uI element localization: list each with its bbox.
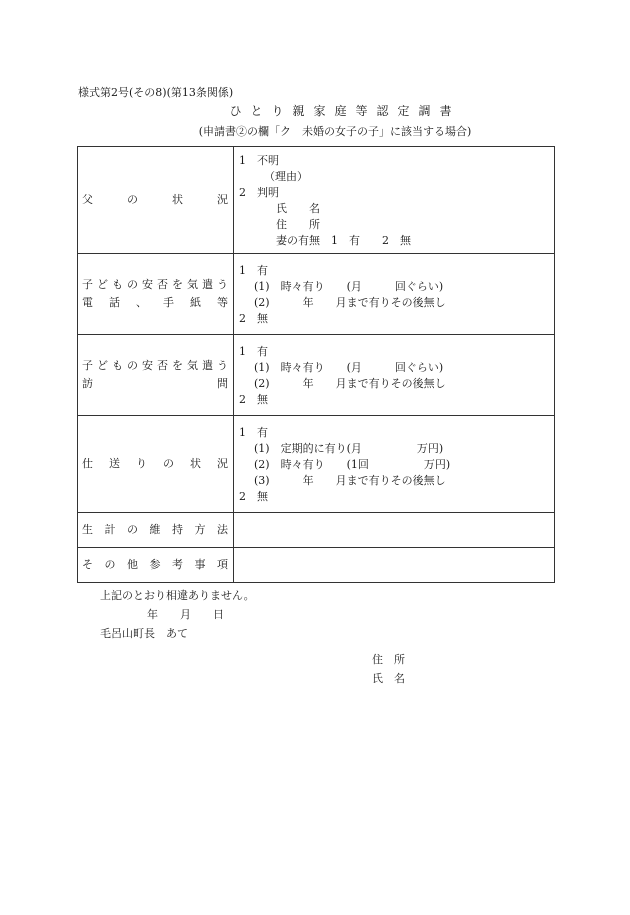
father-line-1: 1 不明 bbox=[239, 154, 279, 167]
date-line: 年 月 日 bbox=[147, 608, 224, 621]
father-line-3: 2 判明 bbox=[239, 186, 279, 199]
visit-label-char: 否 bbox=[157, 359, 168, 372]
phone-line-2: (1) 時々有り (月 回ぐらい) bbox=[254, 280, 444, 293]
visit-label-char: 安 bbox=[142, 359, 153, 372]
cell-other bbox=[234, 548, 555, 583]
livelihood-label-char: の bbox=[127, 523, 138, 536]
phone-label-char: 紙 bbox=[190, 296, 201, 309]
form-number: 様式第2号(その8)(第13条関係) bbox=[78, 86, 234, 99]
remittance-label-char: 送 bbox=[109, 457, 120, 470]
livelihood-label-char: 生 bbox=[82, 523, 93, 536]
phone-label-char: の bbox=[127, 278, 138, 291]
cell-phone-letter bbox=[234, 254, 555, 335]
livelihood-label-char: 法 bbox=[217, 523, 228, 536]
remittance-line-4: (3) 年 月まで有りその後無し bbox=[254, 474, 446, 487]
phone-label-char: 否 bbox=[157, 278, 168, 291]
label-phone-letter bbox=[78, 254, 234, 335]
livelihood-label-char: 方 bbox=[194, 523, 206, 536]
document-title: ひとり親家庭等認定調書 bbox=[229, 104, 461, 118]
visit-line-4: 2 無 bbox=[239, 393, 268, 406]
label-remittance bbox=[78, 416, 234, 513]
father-line-2: （理由） bbox=[264, 170, 308, 183]
document-subtitle: (申請書②の欄「ク 未婚の女子の子」に該当する場合) bbox=[198, 125, 472, 138]
row-phone-letter bbox=[78, 254, 555, 335]
other-label-char: 項 bbox=[217, 558, 228, 571]
phone-label-char: ど bbox=[97, 278, 108, 291]
visit-line-1: 1 有 bbox=[239, 345, 268, 358]
row-visit bbox=[78, 335, 555, 416]
cell-father-status bbox=[234, 147, 555, 254]
cell-livelihood bbox=[234, 513, 555, 548]
phone-label-char: 遣 bbox=[202, 278, 213, 291]
phone-label-char: 子 bbox=[82, 278, 93, 291]
phone-label-char: 等 bbox=[217, 296, 228, 309]
remittance-label-char: 状 bbox=[190, 457, 201, 470]
father-label-char: の bbox=[127, 193, 138, 206]
phone-line-1: 1 有 bbox=[239, 264, 268, 277]
remittance-line-5: 2 無 bbox=[239, 490, 268, 503]
livelihood-label-char: 計 bbox=[104, 523, 116, 536]
phone-line-4: 2 無 bbox=[239, 312, 268, 325]
remittance-line-2: (1) 定期的に有り(月 万円) bbox=[254, 442, 444, 455]
phone-label-char: も bbox=[112, 278, 123, 291]
phone-label-char: 電 bbox=[82, 296, 93, 309]
visit-label-left: 訪 bbox=[82, 377, 93, 390]
phone-label-char: 気 bbox=[187, 278, 198, 291]
name-label: 氏 名 bbox=[372, 672, 405, 685]
father-line-5: 住 所 bbox=[276, 218, 320, 231]
father-label-char: 状 bbox=[172, 193, 183, 206]
other-label-char: 事 bbox=[194, 558, 206, 571]
other-label-char: 考 bbox=[172, 558, 183, 571]
livelihood-label-char: 維 bbox=[149, 523, 161, 536]
label-father-status bbox=[78, 147, 234, 254]
phone-label-char: 安 bbox=[142, 278, 153, 291]
other-label-char: の bbox=[104, 558, 116, 571]
row-remittance bbox=[78, 416, 555, 513]
phone-label-char: 、 bbox=[136, 296, 147, 309]
label-other bbox=[78, 548, 234, 583]
declaration-text: 上記のとおり相違ありません。 bbox=[100, 589, 255, 602]
remittance-label-char: の bbox=[163, 457, 174, 470]
remittance-label-char: 況 bbox=[217, 457, 228, 470]
livelihood-label-char: 持 bbox=[172, 523, 183, 536]
visit-label-char: 子 bbox=[82, 359, 93, 372]
father-label-char: 父 bbox=[82, 193, 93, 206]
remittance-label-char: り bbox=[136, 457, 147, 470]
visit-label-char: ど bbox=[97, 359, 108, 372]
remittance-line-1: 1 有 bbox=[239, 426, 268, 439]
visit-line-3: (2) 年 月まで有りその後無し bbox=[254, 377, 446, 390]
visit-label-right: 問 bbox=[217, 377, 228, 390]
cell-remittance bbox=[234, 416, 555, 513]
father-label-char: 況 bbox=[217, 193, 228, 206]
phone-label-char: 手 bbox=[163, 296, 174, 309]
row-livelihood bbox=[78, 513, 555, 548]
visit-label-char: 気 bbox=[187, 359, 198, 372]
phone-label-char: を bbox=[172, 278, 183, 291]
remittance-label-char: 仕 bbox=[82, 457, 93, 470]
visit-line-2: (1) 時々有り (月 回ぐらい) bbox=[254, 361, 444, 374]
visit-label-char: を bbox=[172, 359, 183, 372]
row-other bbox=[78, 548, 555, 583]
visit-label-char: 遣 bbox=[202, 359, 213, 372]
other-label-char: 参 bbox=[149, 558, 161, 571]
phone-label-char: う bbox=[217, 278, 228, 291]
other-label-char: そ bbox=[82, 558, 93, 571]
row-father-status bbox=[78, 147, 555, 254]
label-livelihood bbox=[78, 513, 234, 548]
cell-visit bbox=[234, 335, 555, 416]
label-visit bbox=[78, 335, 234, 416]
visit-label-char: も bbox=[112, 359, 123, 372]
father-line-4: 氏 名 bbox=[276, 202, 320, 215]
other-label-char: 他 bbox=[127, 558, 138, 571]
addressee: 毛呂山町長 あて bbox=[100, 627, 188, 640]
visit-label-char: う bbox=[217, 359, 228, 372]
visit-label-char: の bbox=[127, 359, 138, 372]
certification-table bbox=[77, 146, 555, 583]
remittance-line-3: (2) 時々有り (1回 万円) bbox=[254, 458, 451, 471]
phone-label-char: 話 bbox=[109, 296, 120, 309]
phone-line-3: (2) 年 月まで有りその後無し bbox=[254, 296, 446, 309]
address-label: 住 所 bbox=[372, 653, 405, 666]
father-line-6: 妻の有無 1 有 2 無 bbox=[276, 234, 411, 247]
